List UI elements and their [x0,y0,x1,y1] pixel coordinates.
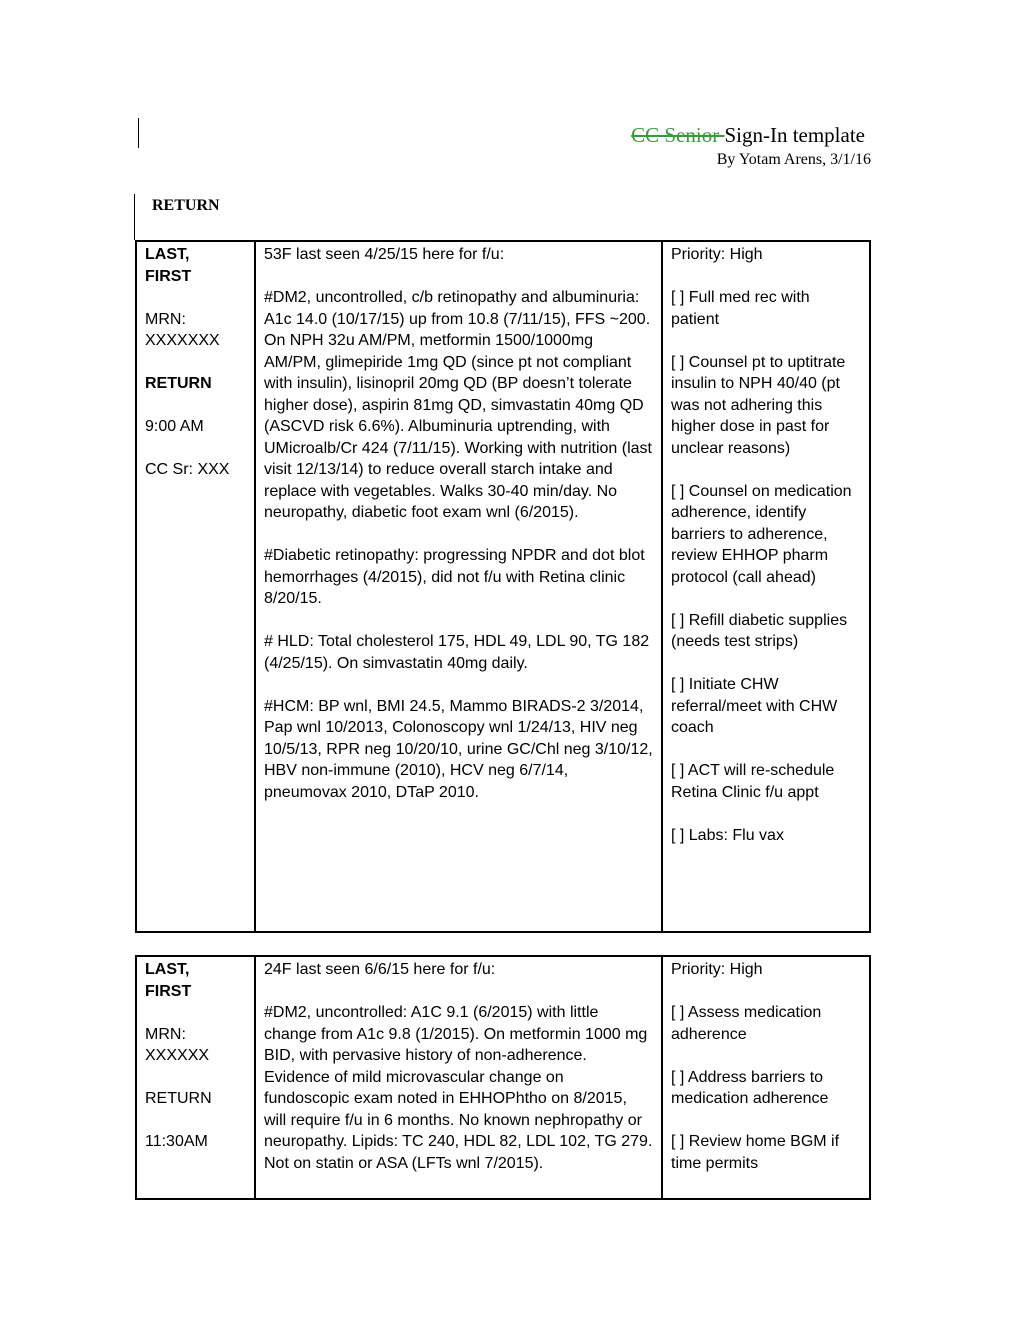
deleted-title-text: CC Senior [631,123,725,147]
change-bar-section [134,194,135,240]
patient-table-1 [135,240,871,933]
note-summary: 53F last seen 4/25/15 here for f/u: [264,246,505,263]
visit-type: RETURN [145,375,212,392]
priority-label: Priority: High [671,246,763,263]
change-bar-header [138,118,139,148]
note-dm2: #DM2, uncontrolled: A1C 9.1 (6/2015) with little change from A1c 9.8 (1/2015). On metformin 1000 mg BID, with pervasive history of non-adherence. Evidence of mild microvascular change on fundoscopic exam noted in EHHOPhtho on 8/2015, will require f/u in 6 months. No known nephropathy or neuropathy. Lipids: TC 240, HDL 82, LDL 102, TG 279. Not on statin or ASA (LFTs wnl 7/2015). [264,1004,657,1172]
mrn-value: XXXXXXX [145,332,220,349]
clinical-notes-cell [255,241,662,932]
priority-label: Priority: High [671,961,763,978]
task-item: [ ] Counsel pt to uptitrate insulin to NPH 40/40 (pt was not adhering this higher dose in past for unclear reasons) [671,353,850,457]
note-hcm: #HCM: BP wnl, BMI 24.5, Mammo BIRADS-2 3/2014, Pap wnl 10/2013, Colonoscopy wnl 1/24/13, HIV neg 10/5/13, RPR neg 10/20/10, urine GC/Chl neg 3/10/12, HBV non-immune (2010), HCV neg 6/7/14, pneumovax 2010, DTaP 2010. [264,697,658,801]
visit-type: RETURN [145,1090,212,1107]
note-dm2: #DM2, uncontrolled, c/b retinopathy and albuminuria: A1c 14.0 (10/17/15) up from 10.8 (7/11/15), FFS ~200. On NPH 32u AM/PM, metformin 1500/1000mg AM/PM, glimepiride 1mg QD (since pt not compliant with insulin), lisinopril 20mg QD (BP doesn’t tolerate higher dose), aspirin 81mg QD, simvastatin 40mg QD (ASCVD risk 6.6%). Albuminuria uptrending, with UMicroalb/Cr 424 (7/11/15). Working with nutrition (last visit 12/13/14) to reduce overall starch intake and replace with vegetables. Walks 30-40 min/day. No neuropathy, diabetic foot exam wnl (6/2015). [264,289,657,521]
document-title [631,122,865,148]
cc-senior: CC Sr: XXX [145,461,230,478]
tasks-cell [662,956,870,1199]
patient-table-2 [135,955,871,1200]
mrn-value: XXXXXX [145,1047,210,1064]
patient-name-line1: LAST, [145,246,190,263]
mrn-label: MRN: [145,1025,186,1043]
appointment-time: 9:00 AM [145,418,204,435]
patient-row [136,241,870,932]
note-summary: 24F last seen 6/6/15 here for f/u: [264,961,496,978]
task-item: [ ] Refill diabetic supplies (needs test strips) [671,611,852,650]
title-text: Sign-In template [724,123,865,147]
patient-name-line2: FIRST [145,267,192,285]
task-item: [ ] Assess medication adherence [671,1004,826,1043]
patient-id-cell [136,956,255,1199]
patient-id-cell [136,241,255,932]
task-item: [ ] Address barriers to medication adherence [671,1068,829,1107]
document-byline: By Yotam Arens, 3/1/16 [716,151,871,168]
task-item: [ ] Review home BGM if time permits [671,1133,844,1172]
task-item: [ ] Counsel on medication adherence, identify barriers to adherence, review EHHOP pharm protocol (call ahead) [671,482,856,586]
patient-row [136,956,870,1199]
patient-name-line1: LAST, [145,961,190,978]
task-item: [ ] Initiate CHW referral/meet with CHW coach [671,676,842,736]
task-item: [ ] ACT will re-schedule Retina Clinic f/u appt [671,762,839,801]
tasks-cell [662,241,870,932]
appointment-time: 11:30AM [145,1133,208,1150]
task-item: [ ] Full med rec with patient [671,289,815,328]
mrn-label: MRN: [145,310,186,328]
task-item: [ ] Labs: Flu vax [671,826,784,844]
note-hld: # HLD: Total cholesterol 175, HDL 49, LDL 90, TG 182 (4/25/15). On simvastatin 40mg daily. [264,633,654,672]
note-retinopathy: #Diabetic retinopathy: progressing NPDR and dot blot hemorrhages (4/2015), did not f/u with Retina clinic 8/20/15. [264,547,650,607]
section-heading: RETURN [152,197,220,214]
clinical-notes-cell [255,956,662,1199]
patient-name-line2: FIRST [145,982,192,1000]
